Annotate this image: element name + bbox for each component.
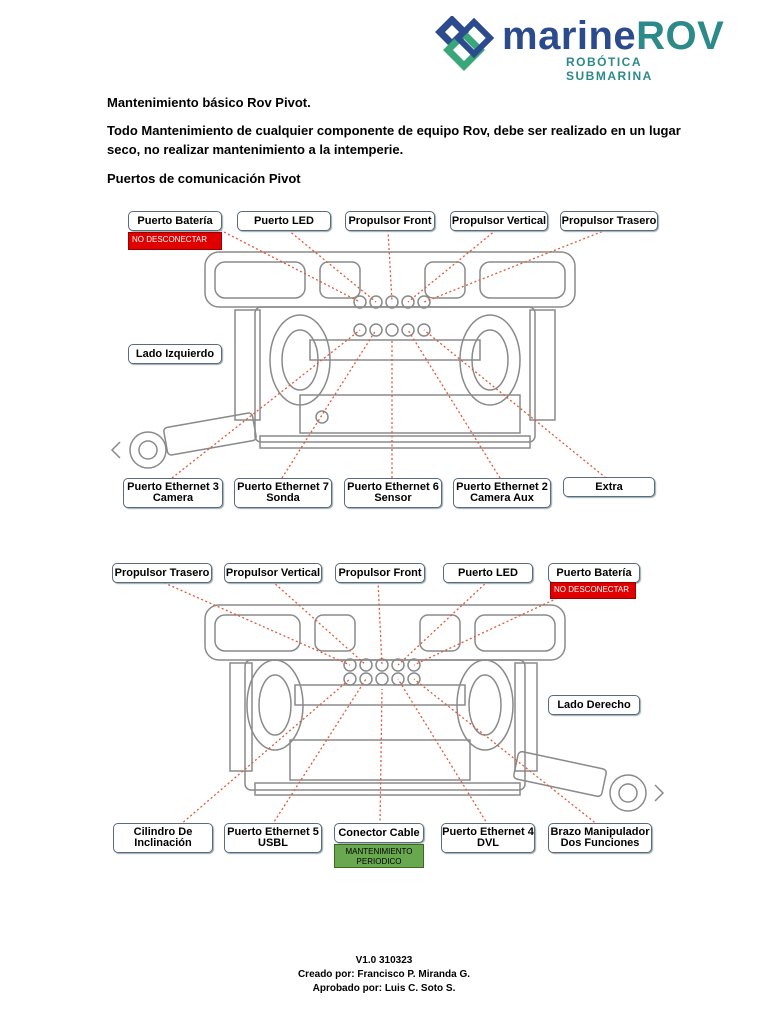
marinerov-logo <box>430 14 730 83</box>
logo-wordmark: marineROV <box>502 14 725 58</box>
maintenance-line-1: MANTENIMIENTO <box>345 847 413 856</box>
document-footer <box>0 954 768 996</box>
label-puerto-ethernet-5 <box>224 823 322 853</box>
label-line-1: Puerto Ethernet 5 <box>227 826 319 838</box>
section-heading: Puertos de comunicación Pivot <box>107 171 301 186</box>
label-line-2: Camera <box>152 492 194 504</box>
warning-no-desconectar: NO DESCONECTAR <box>128 232 222 250</box>
label-line-2: DVL <box>477 837 499 849</box>
document-title: Mantenimiento básico Rov Pivot. <box>107 95 311 110</box>
label-line-1: Puerto Ethernet 6 <box>347 481 439 493</box>
label-line-1: Puerto Ethernet 2 <box>456 481 548 493</box>
maintenance-line-2: PERIODICO <box>356 857 402 866</box>
label-brazo-manipulador <box>548 823 652 853</box>
label-puerto-ethernet-6 <box>344 478 442 508</box>
marinerov-logo-icon <box>430 16 498 72</box>
label-puerto-ethernet-3 <box>123 478 223 508</box>
label-lado-derecho: Lado Derecho <box>548 695 640 715</box>
label-puerto-led: Puerto LED <box>237 211 331 231</box>
label-puerto-bateria: Puerto Batería <box>128 211 222 231</box>
footer-approved-by: Aprobado por: Luis C. Soto S. <box>312 983 456 994</box>
footer-version: V1.0 310323 <box>355 955 413 966</box>
label-extra: Extra <box>563 477 655 497</box>
diagram-right-side <box>0 555 768 875</box>
document-paragraph-line-2: seco, no realizar mantenimiento a la intemperie. <box>107 142 404 157</box>
label-propulsor-vertical: Propulsor Vertical <box>450 211 548 231</box>
label-line-2: USBL <box>258 837 288 849</box>
rov-drawing-left <box>0 200 768 520</box>
logo-subtitle: ROBÓTICA SUBMARINA <box>566 55 653 83</box>
diagram-left-side <box>0 200 768 520</box>
label-conector-cable: Conector Cable <box>334 823 424 843</box>
label-line-1: Brazo Manipulador <box>550 826 650 838</box>
document-paragraph-line-1: Todo Mantenimiento de cualquier componente de equipo Rov, debe ser realizado en un lugar <box>107 123 681 138</box>
label-line-1: Cilindro De <box>133 826 193 838</box>
label-line-1: Puerto Ethernet 4 <box>442 826 534 838</box>
maintenance-badge <box>334 844 424 868</box>
label-propulsor-trasero: Propulsor Trasero <box>112 563 212 583</box>
label-line-2: Dos Funciones <box>560 837 640 849</box>
label-puerto-ethernet-7 <box>234 478 332 508</box>
label-puerto-ethernet-4 <box>441 823 535 853</box>
warning-no-desconectar: NO DESCONECTAR <box>550 582 636 599</box>
label-line-2: Sensor <box>374 492 412 504</box>
label-line-1: Puerto Ethernet 3 <box>127 481 219 493</box>
footer-created-by: Creado por: Francisco P. Miranda G. <box>297 969 471 980</box>
label-cilindro-inclinacion <box>113 823 213 853</box>
label-propulsor-front: Propulsor Front <box>335 563 425 583</box>
label-propulsor-vertical: Propulsor Vertical <box>224 563 322 583</box>
label-line-1: Puerto Ethernet 7 <box>237 481 329 493</box>
label-line-2: Camera Aux <box>470 492 534 504</box>
label-propulsor-trasero: Propulsor Trasero <box>560 211 658 231</box>
label-lado-izquierdo: Lado Izquierdo <box>128 344 222 364</box>
label-line-2: Sonda <box>266 492 300 504</box>
label-propulsor-front: Propulsor Front <box>345 211 435 231</box>
label-puerto-led: Puerto LED <box>443 563 533 583</box>
label-puerto-bateria: Puerto Batería <box>548 563 640 583</box>
label-line-2: Inclinación <box>134 837 192 849</box>
label-puerto-ethernet-2 <box>453 478 551 508</box>
